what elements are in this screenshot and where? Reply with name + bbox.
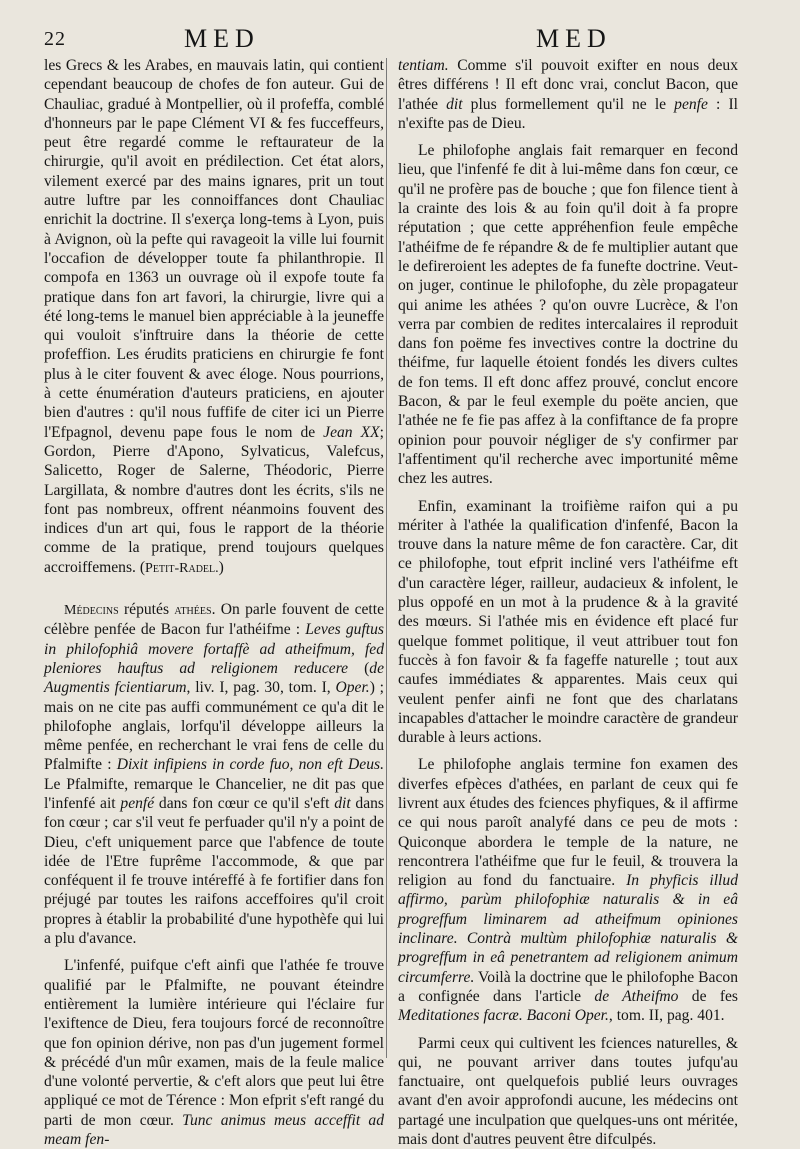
section-medecins-athees	[44, 600, 384, 948]
page-number: 22	[44, 28, 66, 50]
text-run: ; Gordon, Pierre d'Apono, Sylvaticus, Valefcus, Salicetto, Roger de Salerne, Théodoric, Pierre Largillata, & nombre d'autres dont les écrits, s'ils ne font pas nombreux, offrent néanmoins fouvent des indices d'un art qui, fous le rapport de la théorie comme de la pratique, prend toujours quelques accroiffemens. (	[44, 423, 384, 576]
right-column	[398, 56, 738, 1149]
paragraph-surgery-history	[44, 56, 384, 578]
italic-run: de Atheifmo	[594, 987, 679, 1005]
text-run: Le philofophe anglais fait remarquer en fecond lieu, que l'infenfé fe dit à lui-même dans fon cœur, ce qu'il ne profère pas de bouche ; que fon filence tient à la crainte des lois & au foin qu'il doit à fa propre réputation ; que cette appréhenfion feule empêche l'athéifme de fe répandre & de fe multiplier autant que le defireroient les adeptes de fa funefte doctrine. Veut-on juger, continue le philofophe, du zèle propagateur qui anime les athées ? qu'on ouvre Lucrèce, & l'on verra par combien de redites intercalaires il reproduit dans fon poëme fes invectives contre la doctrine du théifme, fur laquelle étoient fondés les divers cultes de fon tems. Il eft donc affez prouvé, conclut encore Bacon, & par le feul exemple du poëte ancien, que l'athée ne fe fie pas affez à la confiftance de fa propre opinion pour pouvoir négliger de s'y confirmer par l'affentiment qu'il recherche avec importunité même chez les autres.	[398, 142, 738, 488]
text-run: Voilà la doctrine que le philofophe Bacon a confignée dans l'article	[398, 968, 738, 1005]
text-run: de fes	[678, 987, 739, 1005]
italic-run: dit	[334, 794, 351, 812]
left-column	[44, 56, 384, 1149]
text-run: L'infenfé, puifque c'eft ainfi que l'athée fe trouve qualifié par le Pfalmifte, ne pouvant éteindre entièrement la lumière intérieure qui l'éclaire fur l'exiftence de Dieu, fera toujours forcé de reconnoître que fon opinion dérive, non pas d'un jugement formel & précédé d'un mûr examen, mais de la feule malice d'une volonté pervertie, & c'eft alors que peut lui être appliqué ce mot de Térence : Mon efprit s'eft rangé du parti de mon cœur.	[44, 957, 384, 1129]
italic-run: Dixit infipiens in corde fuo, non eft Deus.	[116, 756, 384, 774]
paragraph-natural-sciences	[398, 755, 738, 1025]
small-caps-run: athées	[174, 603, 212, 619]
small-caps-run: Médecins	[64, 603, 119, 619]
running-head-left: MED	[184, 24, 260, 53]
text-run: Comme s'il pouvoit exifter en nous deux êtres différens ! Il eft donc vrai, conclut Bacon, que l'athée	[398, 57, 738, 113]
text-run: plus formellement qu'il ne le	[462, 95, 675, 113]
paragraph-physicians	[398, 1034, 738, 1149]
italic-run: de Augmentis fcientiarum	[44, 659, 384, 697]
text-run: dans fon cœur ce qu'il s'eft	[154, 794, 335, 812]
paragraph-insense	[44, 956, 384, 1149]
paragraph-second-reason	[398, 141, 738, 488]
column-divider	[386, 58, 387, 1058]
text-run: : Il n'exifte pas de Dieu.	[398, 95, 738, 132]
small-caps-run: Petit-Radel.	[145, 560, 219, 576]
text-run: , liv. I, pag. 30, tom. I,	[186, 679, 336, 697]
italic-run: Meditationes facræ. Baconi Oper.	[398, 1007, 609, 1025]
italic-run: penfé	[120, 794, 155, 812]
paragraph-continuation	[398, 56, 738, 133]
text-run: Enfin, examinant la troifième raifon qui a pu mériter à l'athée la qualification d'infenfé, Bacon la trouve dans la nature même de fon caractère. Car, dit ce philofophe, tout efprit incliné vers l'athéifme eft d'un caractère léger, railleur, audacieux & infolent, le plus oppofé en un mot à la prudence & à la gravité des mœurs. Si l'athée mis en évidence eft placé fur quelque fommet politique, il veut attribuer tout fon fuccès à fon favoir & fa fageffe naturelle ; tout aux caufes immédiates & apparentes. Mais ceux qui veulent penfer ainfi ne font que des charlatans incapables d'attacher le moindre caractère de grandeur durable à leurs actions.	[398, 497, 738, 747]
italic-run: Oper.	[335, 679, 370, 697]
text-run: réputés	[118, 601, 175, 619]
text-run: dans fon cœur ; car s'il veut fe perfuader qu'il n'y a point de Dieu, c'eft uniquement parce que l'abfence de toute idée de l'Etre fuprême l'accommode, & que par conféquent il fe trouve intéreffé à fe fortifier dans fon préjugé par toutes les raifons acceffoires qu'il croit propres à établir la probabilité d'une hypothèfe qui lui a plu d'avance.	[44, 794, 385, 948]
text-run: (	[348, 659, 370, 677]
text-run: Le philofophe anglais termine fon examen des diverfes efpèces d'athées, en parlant de ceux qui fe livrent aux études des fciences phyfiques, & il affirme ce qui nous paroît analyfé dans ce peu de mots : Quiconque abordera le temple de la nature, ne rencontrera l'athéifme que fur le feuil, & trouvera la religion au fond du fanctuaire.	[398, 756, 738, 890]
running-head-right: MED	[536, 24, 612, 53]
italic-run: dit	[446, 95, 463, 113]
paragraph-third-reason	[398, 497, 738, 748]
italic-run: In phyficis illud affirmo, parùm philofophiæ naturalis & in eâ progreffum liminarem ad atheifmum opiniones inclinare. Contrà multùm philofophiæ naturalis & progreffum in eâ penetrantem ad religionem animum circumferre.	[398, 872, 738, 986]
italic-run: Tunc animus meus acceffit ad meam fen-	[44, 1111, 384, 1149]
italic-run: tentiam.	[398, 57, 449, 74]
italic-run: Leves guftus in philofophiâ movere fortaffè ad atheifmum, fed pleniores hauftus ad religionem reducere	[44, 621, 384, 677]
text-run: . On parle fouvent de cette célèbre penfée de Bacon fur l'athéifme :	[44, 601, 384, 639]
text-run: les Grecs & les Arabes, en mauvais latin, qui contient cependant beaucoup de chofes de fon auteur. Gui de Chauliac, gradué à Montpellier, où il profeffa, comblé d'honneurs par le pape Clément VI & fes fucceffeurs, peut être regardé comme le reftaurateur de la chirurgie, qu'il avoit en prédilection. Cet état alors, vilement exercé par des mains ignares, prit un tout autre luftre par les connoiffances dont Chauliac enrichit la doctrine. Il s'exerça long-tems à Lyon, puis à Avignon, où la pefte qui ravageoit la ville lui fournit l'occafion de développer toute fa philanthropie. Il compofa en 1363 un ouvrage où il expofe toute fa pratique dans fon art favori, la chirurgie, livre qui a été long-tems le manuel bien appréciable à la jeuneffe qui vouloit s'inftruire dans la théorie de cette profeffion. Les érudits praticiens en chirurgie fe font plus à le citer fouvent & avec éloge. Nous pourrions, à cette énumération d'auteurs praticiens, en ajouter bien d'autres : qu'il nous fuffife de citer ici un Pierre l'Efpagnol, devenu pape fous le nom de	[44, 57, 384, 441]
text-run: Le Pfalmifte, remarque le Chancelier, ne dit pas que l'infenfé ait	[44, 775, 384, 812]
text-run: )	[218, 558, 224, 576]
italic-run: penfe	[674, 95, 708, 113]
italic-run: Jean XX	[323, 423, 380, 441]
text-run: ) ; mais on ne cite pas auffi communément ce qu'a dit le philofophe anglais, lorfqu'il développe ailleurs la même penfée, en recherchant le vrai fens de celle du Pfalmifte :	[44, 679, 385, 774]
text-run: Parmi ceux qui cultivent les fciences naturelles, & qui, ne pouvant arriver dans toutes jufqu'au fanctuaire, ont quelquefois publié leurs ouvrages avant d'en avoir approfondi aucune, les médecins ont partagé une inculpation que quelques-uns ont méritée, mais dont d'autres peuvent être difculpés.	[398, 1034, 738, 1149]
text-run: , tom. II, pag. 401.	[608, 1007, 725, 1025]
